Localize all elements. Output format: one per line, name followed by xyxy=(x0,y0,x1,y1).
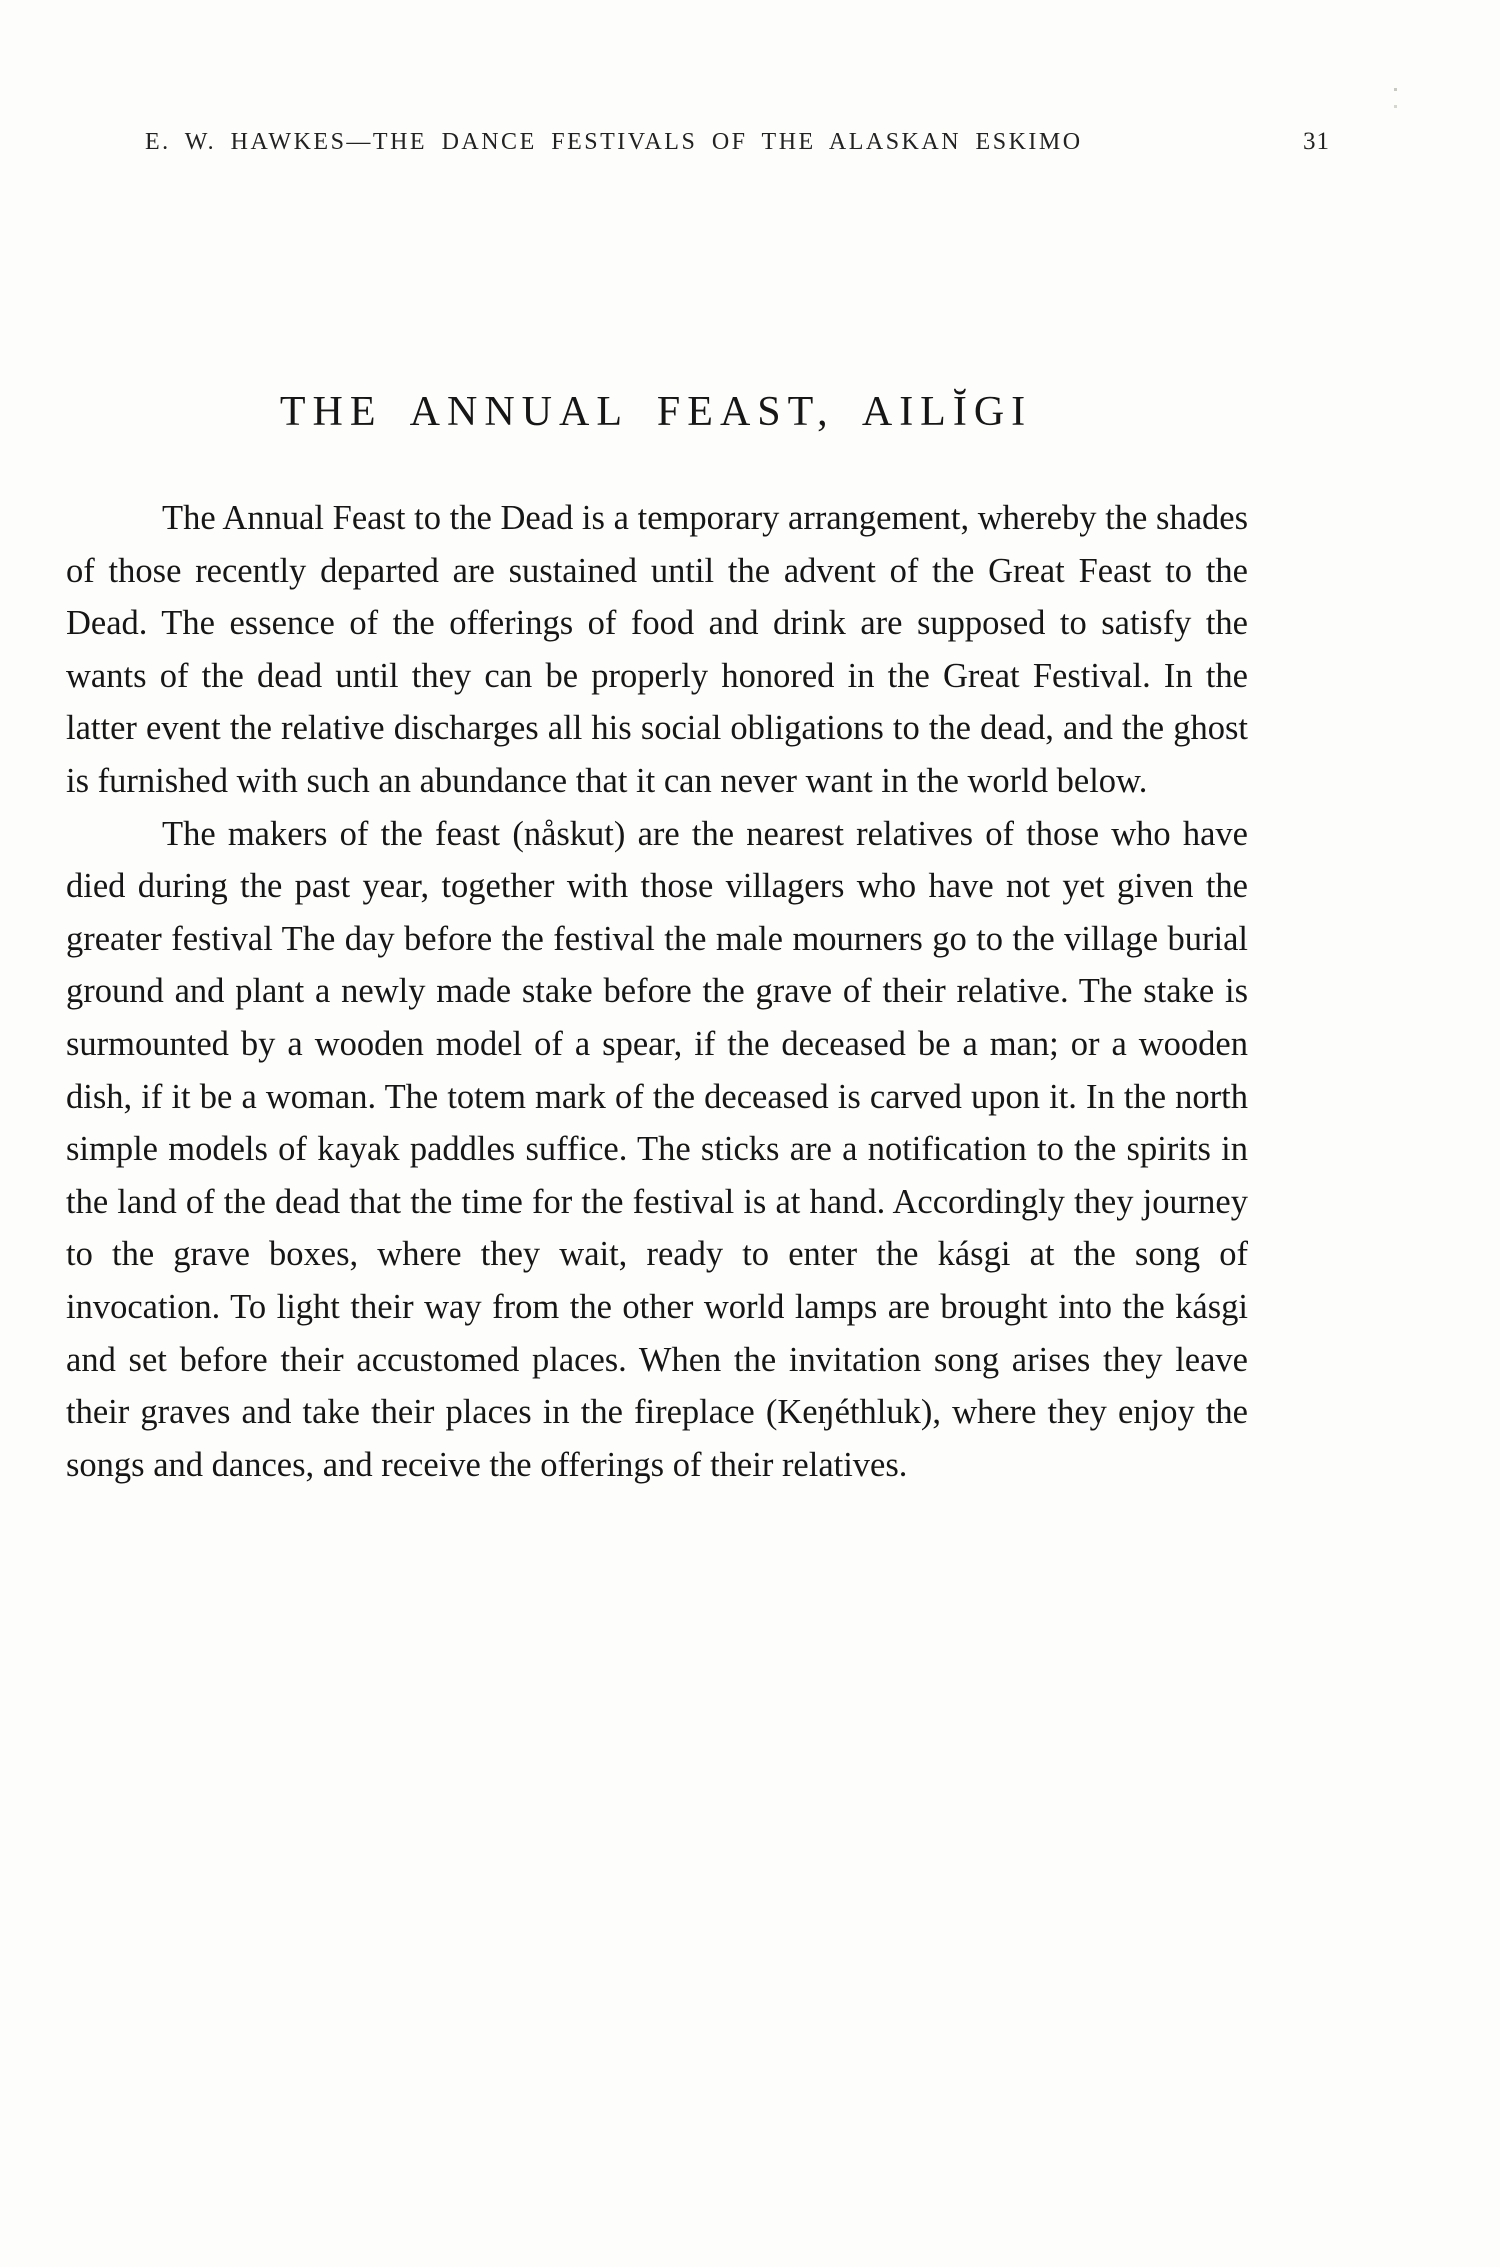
section-title: THE ANNUAL FEAST, AILĬGI xyxy=(279,389,1033,435)
page-number: 31 xyxy=(1303,128,1330,155)
body-text xyxy=(66,492,1248,1491)
paragraph-2: The makers of the feast (nåskut) are the nearest relatives of those who have died during the past year, together with those villagers who have not yet given the greater festival The day before the festival the male mourners go to the village burial ground and plant a newly made stake before the grave of their relative. The stake is surmounted by a wooden model of a spear, if the deceased be a man; or a wooden dish, if it be a woman. The totem mark of the deceased is carved upon it. In the north simple models of kayak paddles suffice. The sticks are a notification to the spirits in the land of the dead that the time for the festival is at hand. Accordingly they journey to the grave boxes, where they wait, ready to enter the kásgi at the song of invocation. To light their way from the other world lamps are brought into the kásgi and set before their accustomed places. When the invitation song arises they leave their graves and take their places in the fireplace (Keŋéthluk), where they enjoy the songs and dances, and receive the offerings of their relatives. xyxy=(66,814,1248,1484)
running-header xyxy=(145,128,1330,156)
paragraph-1: The Annual Feast to the Dead is a temporary arrangement, whereby the shades of those recently departed are sustained until the advent of the Great Feast to the Dead. The essence of the offerings of food and drink are supposed to satisfy the wants of the dead until they can be properly honored in the Great Festival. In the latter event the relative discharges all his social obligations to the dead, and the ghost is furnished with such an abundance that it can never want in the world below. xyxy=(66,499,1248,800)
running-header-text: E. W. HAWKES—THE DANCE FESTIVALS OF THE ALASKAN ESKIMO xyxy=(145,129,1083,155)
scan-artifact-mark xyxy=(1394,88,1397,108)
